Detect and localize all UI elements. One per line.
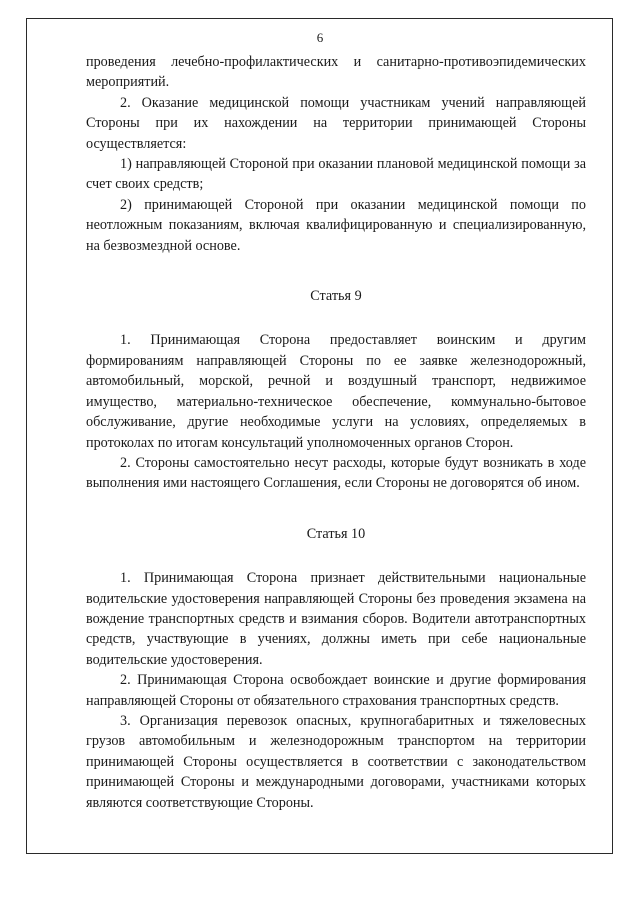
paragraph-medical-aid: 2. Оказание медицинской помощи участникам учений направляющей Стороны при их нахождении на территории принимающей Стороны осуществляется: [86,94,586,152]
paragraph-continuation: проведения лечебно-профилактических и санитарно-противоэпидемических мероприятий. [86,54,586,91]
article-9-paragraph-1: 1. Принимающая Сторона предоставляет воинским и другим формированиям направляющей Стороны по ее заявке железнодорожный, автомобильный, морской, речной и воздушный транспорт, недвижимое имущество, материально-техническое обеспечение, коммунально-бытовое обслуживание, другие необходимые услуги на условиях, определяемых в протоколах по итогам консультаций уполномоченных органов Сторон. [86,332,586,451]
article-10-paragraph-2: 2. Принимающая Сторона освобождает воинские и другие формирования направляющей Стороны от обязательного страхования транспортных средств. [86,672,586,709]
article-10-heading: Статья 10 [306,525,366,542]
article-9-heading: Статья 9 [310,288,362,305]
page-number: 6 [316,30,324,45]
article-10-paragraph-1: 1. Принимающая Сторона признает действительными национальные водительские удостоверения направляющей Стороны без проведения экзамена на вождение транспортных средств и взимания сборов. Водители автотранспортных средств, участвующие в учениях, должны иметь при себе национальные водительские удостоверения. [86,570,586,668]
spacer [86,494,586,524]
spacer [86,256,586,286]
spacer [86,544,586,568]
paragraph-planned-aid: 1) направляющей Стороной при оказании плановой медицинской помощи за счет своих средств; [86,156,586,193]
spacer [86,306,586,330]
paragraph-urgent-aid: 2) принимающей Стороной при оказании медицинской помощи по неотложным показаниям, включая квалифицированную и специализированную, на безвозмездной основе. [86,196,586,254]
article-10-paragraph-3: 3. Организация перевозок опасных, крупногабаритных и тяжеловесных грузов автомобильным и железнодорожным транспортом на территории принимающей Стороны осуществляется в соответствии с законодательством принимающей Стороны и международными договорами, участниками которых являются соответствующие Стороны. [86,712,586,811]
article-9-paragraph-2: 2. Стороны самостоятельно несут расходы, которые будут возникать в ходе выполнения ими настоящего Соглашения, если Стороны не договорятся об ином. [86,454,586,492]
document-body [86,52,586,813]
